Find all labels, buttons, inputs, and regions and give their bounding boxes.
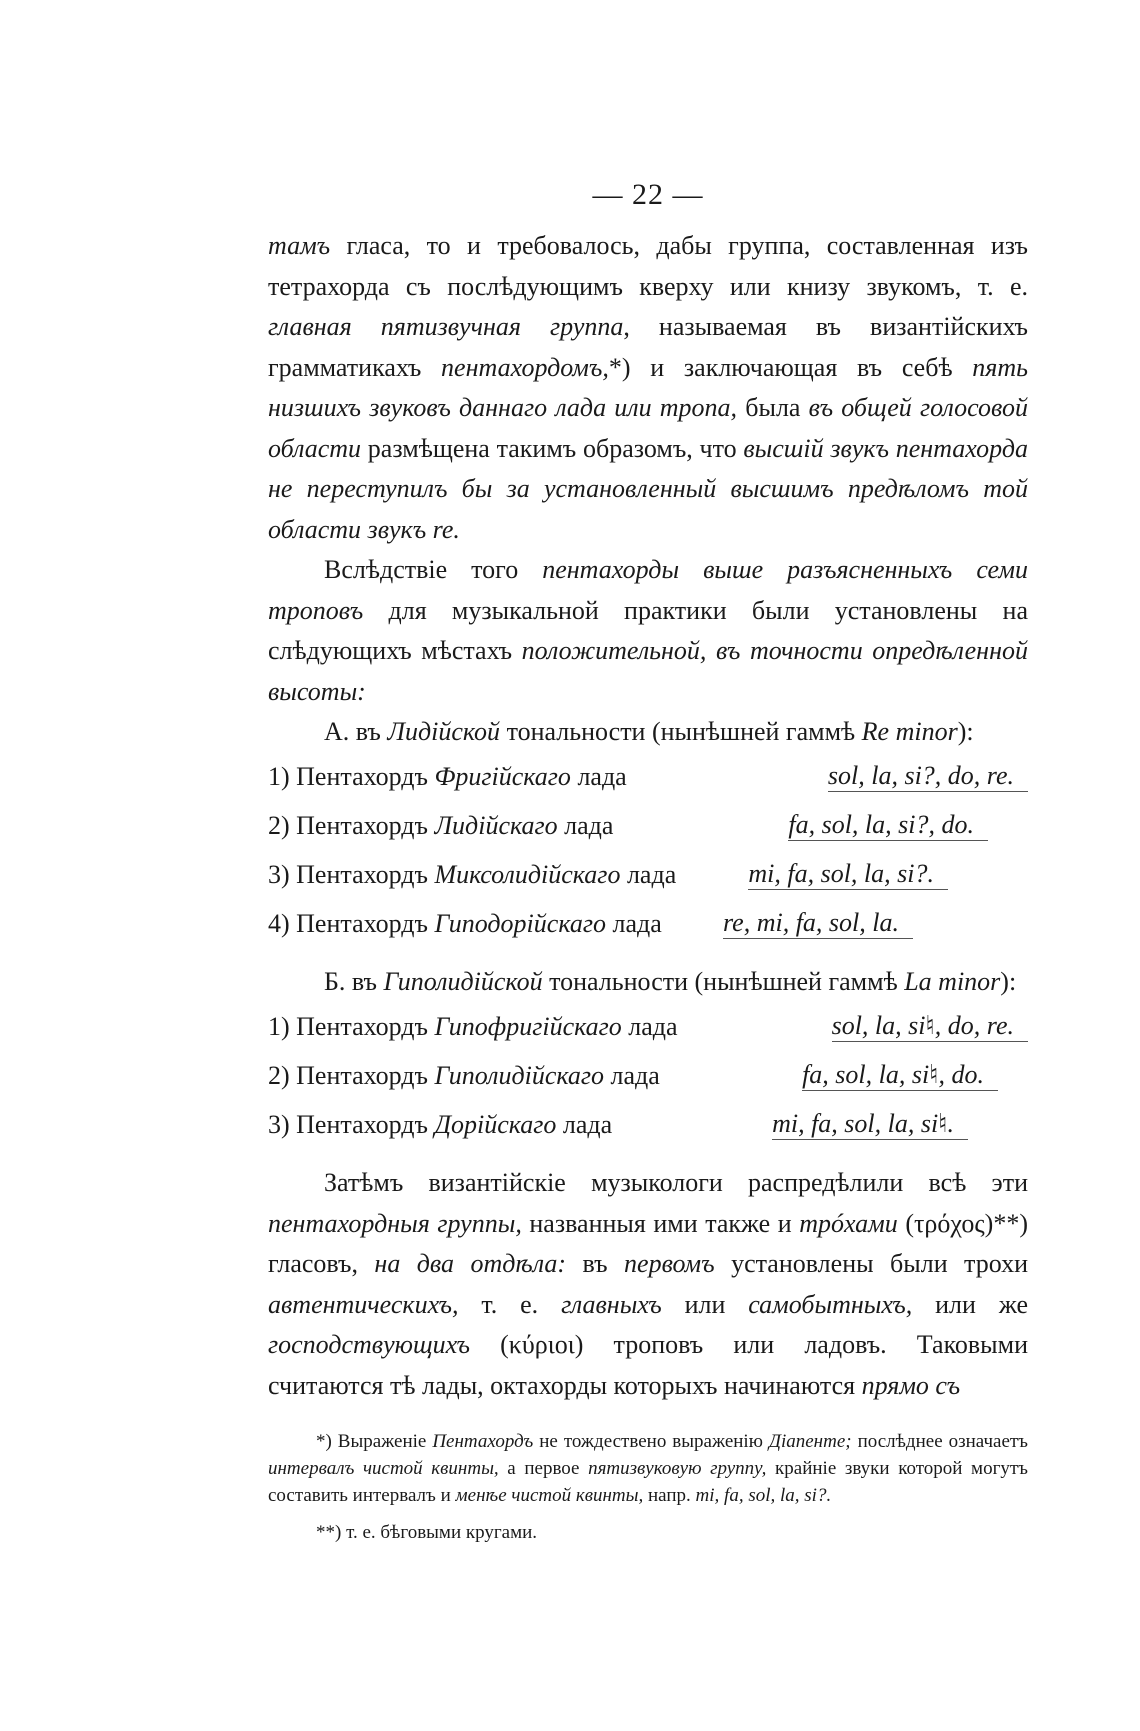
- list-item: 2) Пентахордъ Лидійскаго лада fa, sol, la, si?, do.: [268, 801, 1028, 850]
- page: [268, 178, 1028, 1546]
- footnote-1: *) Выраженіе Пентахордъ не тождествено выраженію Діапенте; послѣднее означаетъ интервалъ чистой квинты, а первое пятизвуковую группу, крайніе звуки которой могутъ составить интервалъ и менѣе чистой квинты, напр. mi, fa, sol, la, si?.: [268, 1431, 1028, 1506]
- paragraph-2: Вслѣдствіе того пентахорды выше разъясненныхъ семи троповъ для музыкальной практики были установлены на слѣдующихъ мѣстахъ положительной, въ точности опредѣленной высоты:: [268, 555, 1028, 706]
- paragraph-3: Затѣмъ византійскіе музыкологи распредѣлили всѣ эти пентахордныя группы, названныя ими также и трóхами (τρόχος)**) гласовъ, на два отдѣла: въ первомъ установлены были трохи автентическихъ, т. е. главныхъ или самобытныхъ, или же господствующихъ (κύριοι) троповъ или ладовъ. Таковыми считаются тѣ лады, октахорды которыхъ начинаются прямо съ: [268, 1168, 1028, 1400]
- footnotes: [268, 1428, 1028, 1546]
- list-item: 2) Пентахордъ Гиполидійскаго лада fa, sol, la, si♮, do.: [268, 1051, 1028, 1100]
- footnote-2: **) т. е. бѣговыми кругами.: [316, 1522, 538, 1543]
- list-item: 3) Пентахордъ Миксолидійскаго лада mi, fa, sol, la, si?.: [268, 850, 1028, 899]
- list-item: 1) Пентахордъ Гипофригійскаго лада sol, la, si♮, do, re.: [268, 1002, 1028, 1051]
- page-number: — 22 —: [592, 178, 704, 211]
- section-b-list: [268, 1002, 1028, 1149]
- section-a-list: [268, 752, 1028, 948]
- list-item: 3) Пентахордъ Дорійскаго лада mi, fa, sol, la, si♮.: [268, 1100, 1028, 1149]
- paragraph-1: тамъ гласа, то и требовалось, дабы группа, составленная изъ тетрахорда съ послѣдующимъ кверху или книзу звукомъ, т. е. главная пятизвучная группа, называемая въ византійскихъ грамматикахъ пентахордомъ,*) и заключающая въ себѣ пять низшихъ звуковъ даннаго лада или тропа, была въ общей голосовой области размѣщена такимъ образомъ, что высшій звукъ пентахорда не переступилъ бы за установленный высшимъ предѣломъ той области звукъ re.: [268, 231, 1028, 544]
- section-a-heading: А. въ Лидійской тональности (нынѣшней гаммѣ Re minor):: [324, 717, 974, 746]
- list-item: 1) Пентахордъ Фригійскаго лада sol, la, si?, do, re.: [268, 752, 1028, 801]
- list-item: 4) Пентахордъ Гиподорійскаго лада re, mi, fa, sol, la.: [268, 899, 1028, 948]
- section-b-heading: Б. въ Гиполидійской тональности (нынѣшней гаммѣ La minor):: [324, 967, 1017, 996]
